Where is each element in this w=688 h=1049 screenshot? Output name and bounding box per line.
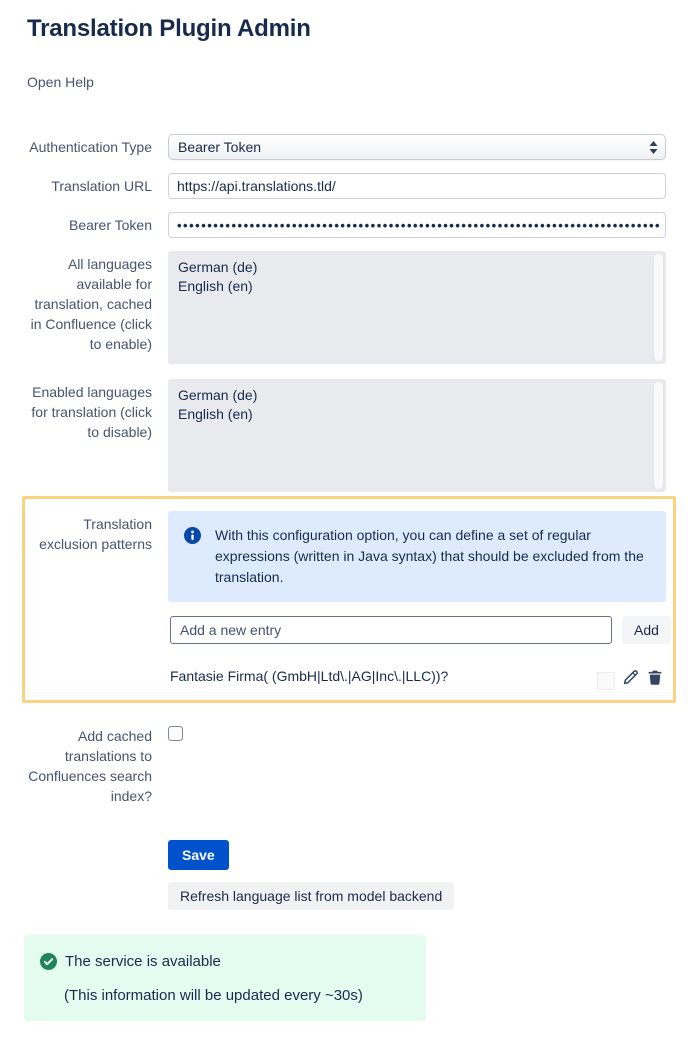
refresh-row xyxy=(0,882,688,910)
delete-entry-button[interactable] xyxy=(646,668,664,690)
refresh-languages-button[interactable]: Refresh language list from model backend xyxy=(168,882,454,910)
enabled-languages-listbox[interactable] xyxy=(168,379,666,492)
list-item-german[interactable]: German (de) xyxy=(178,259,258,275)
service-status-box xyxy=(24,935,426,1021)
entry-spacer-box xyxy=(597,672,615,690)
list-item-english[interactable]: English (en) xyxy=(178,406,253,422)
status-note: (This information will be updated every ~30s) xyxy=(64,987,363,1004)
enabled-languages-row xyxy=(0,379,688,492)
translation-url-label: Translation URL xyxy=(51,178,152,194)
exclusion-entry-text: Fantasie Firma( (GmbH|Ltd\.|AG|Inc\.|LLC))? xyxy=(170,668,449,684)
new-entry-input[interactable] xyxy=(170,616,612,644)
list-item-english[interactable]: English (en) xyxy=(178,278,253,294)
auth-type-label: Authentication Type xyxy=(29,139,152,155)
info-icon xyxy=(184,527,201,588)
auth-type-row xyxy=(0,134,688,160)
page-title: Translation Plugin Admin xyxy=(27,15,311,42)
translation-url-row xyxy=(0,173,688,199)
scrollbar-track[interactable] xyxy=(653,381,664,490)
enabled-languages-label: Enabled languages for translation (click to disable) xyxy=(31,384,152,440)
list-item-german[interactable]: German (de) xyxy=(178,387,258,403)
exclusion-entry-input-row xyxy=(25,616,673,644)
available-languages-label: All languages available for translation, cached in Confluence (click to enable) xyxy=(30,256,152,352)
search-index-row xyxy=(0,723,688,806)
check-circle-icon xyxy=(40,953,57,975)
add-entry-button[interactable]: Add xyxy=(622,616,671,644)
translation-plugin-admin-page xyxy=(0,14,688,1049)
scrollbar-track[interactable] xyxy=(653,253,664,362)
admin-form xyxy=(0,134,688,910)
exclusion-info-panel xyxy=(168,511,666,602)
available-languages-row xyxy=(0,251,688,364)
select-stepper-icon xyxy=(649,141,658,154)
edit-entry-button[interactable] xyxy=(621,668,640,690)
exclusion-entry-row xyxy=(25,666,673,690)
exclusion-patterns-label: Translation exclusion patterns xyxy=(39,516,152,552)
exclusion-patterns-row xyxy=(25,511,673,602)
exclusion-info-text: With this configuration option, you can define a set of regular expressions (written in Java syntax) that should be excluded from the translation. xyxy=(215,527,644,585)
save-row xyxy=(0,840,688,870)
trash-icon xyxy=(646,668,664,690)
open-help-link[interactable]: Open Help xyxy=(27,74,94,90)
search-index-label: Add cached translations to Confluences search index? xyxy=(28,728,152,804)
auth-type-selected-value: Bearer Token xyxy=(178,139,262,155)
search-index-checkbox[interactable] xyxy=(168,726,183,741)
available-languages-listbox[interactable] xyxy=(168,251,666,364)
pencil-icon xyxy=(621,668,640,690)
translation-url-input[interactable] xyxy=(168,173,666,199)
save-button[interactable]: Save xyxy=(168,840,229,870)
auth-type-select[interactable] xyxy=(168,134,666,160)
exclusion-patterns-section xyxy=(22,496,676,703)
bearer-token-input[interactable] xyxy=(168,212,666,238)
bearer-token-row xyxy=(0,212,688,238)
status-message: The service is available xyxy=(65,953,221,970)
bearer-token-label: Bearer Token xyxy=(68,217,152,233)
